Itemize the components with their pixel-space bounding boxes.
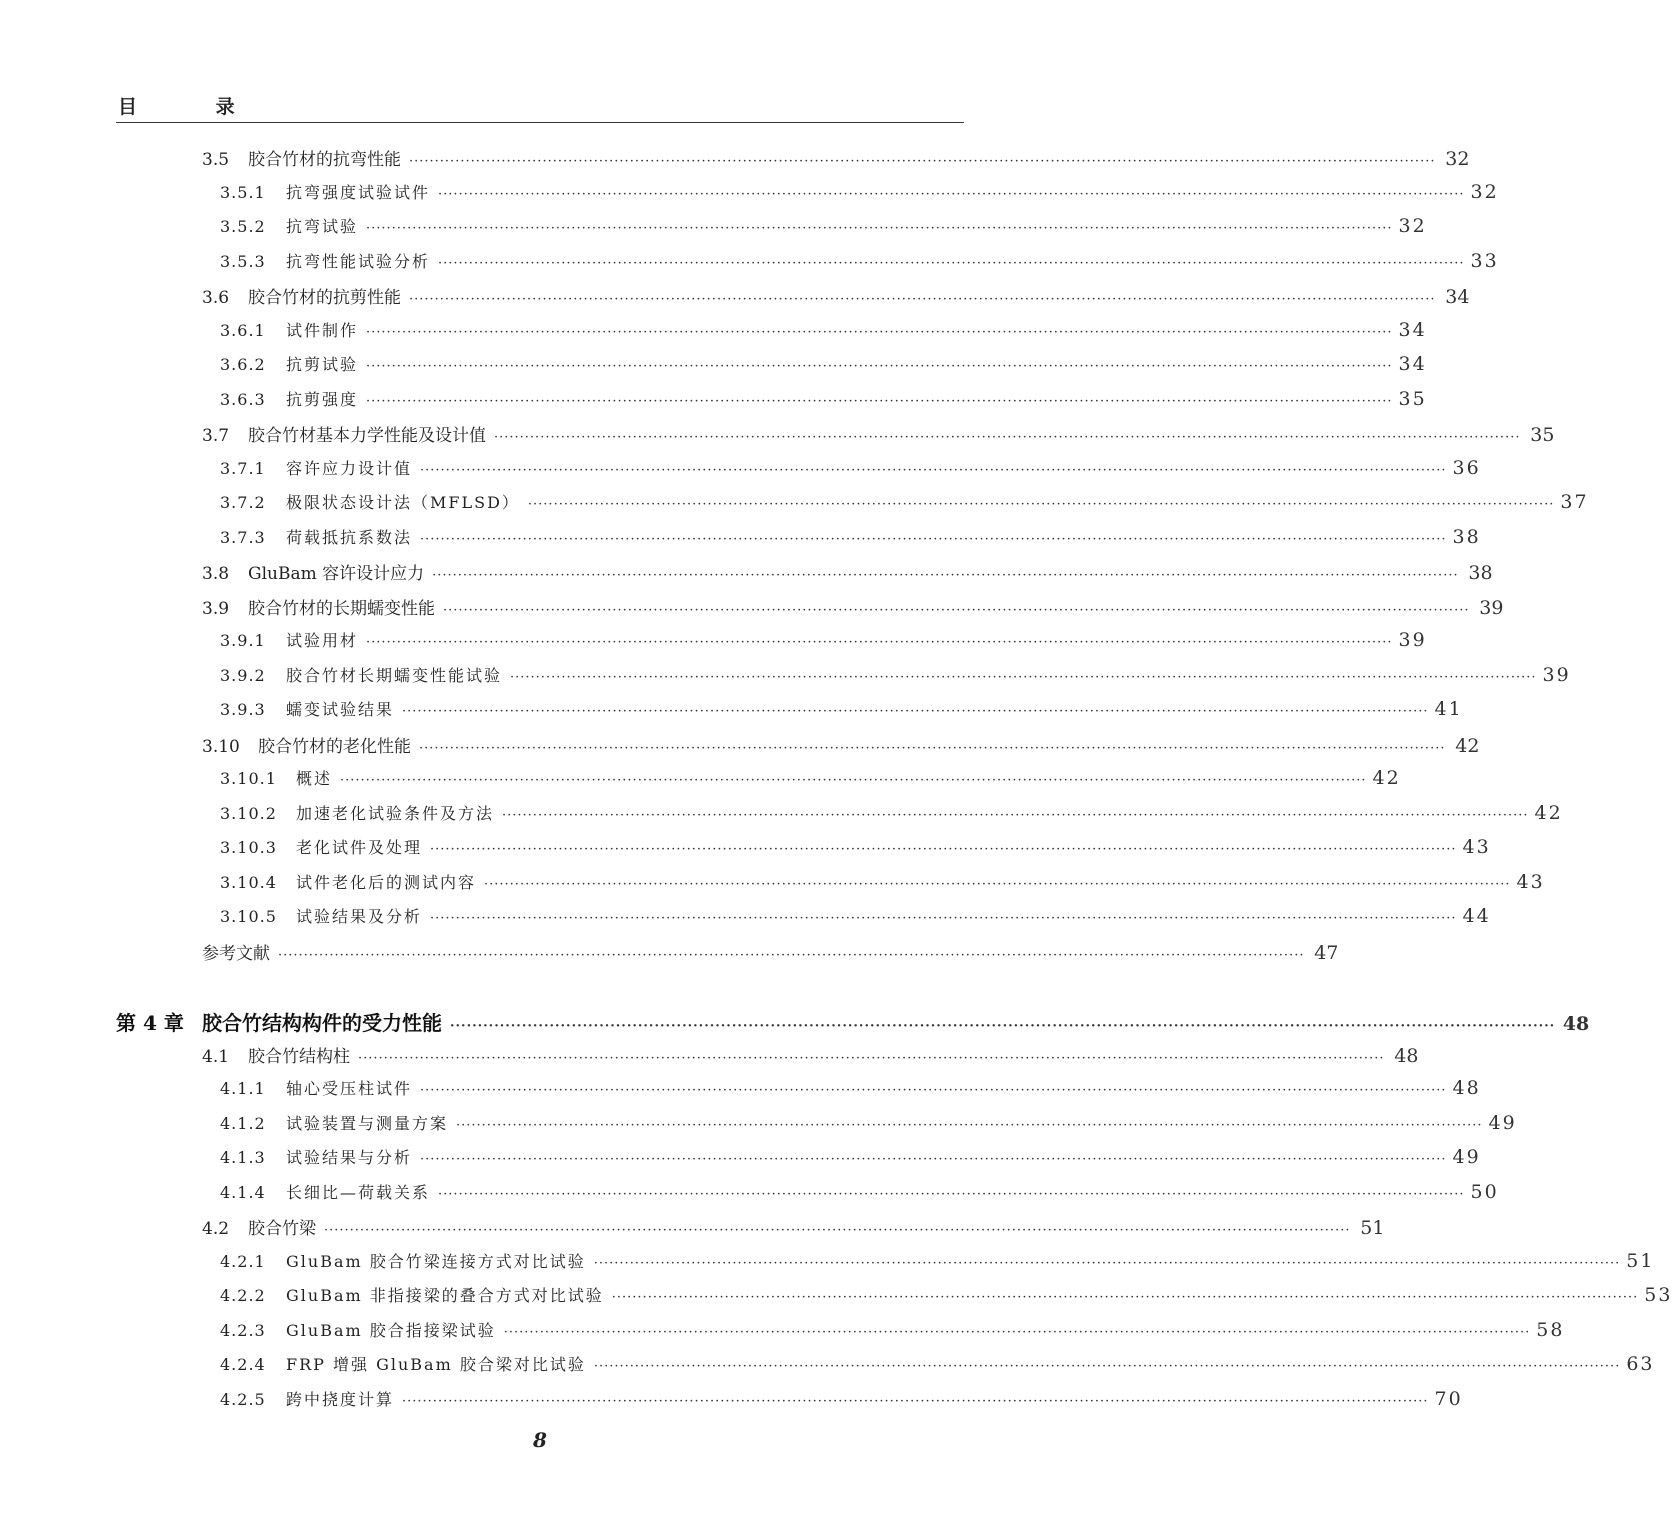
toc-entry-page: 48 — [1394, 1044, 1419, 1067]
toc-entry-page: 51 — [1626, 1249, 1655, 1272]
running-header — [116, 92, 964, 123]
dot-leader: ········································································································································································································ — [402, 704, 1429, 719]
dot-leader: ········································································································································································································ — [503, 1324, 1531, 1340]
toc-entry-page: 36 — [1452, 456, 1481, 479]
dot-leader: ········································································································································································································ — [494, 430, 1521, 445]
toc-entry-number: 3.10.4 — [220, 872, 277, 892]
toc-entry-page: 35 — [1530, 424, 1555, 446]
dot-leader: ········································································································································································································ — [358, 1050, 1385, 1066]
dot-leader: ········································································································································································································ — [366, 324, 1393, 340]
dot-leader: ········································································································································································································ — [611, 1290, 1639, 1305]
toc-entry-number: 3.7.3 — [220, 527, 266, 547]
toc-entry[interactable] — [202, 421, 1555, 451]
toc-entry-page: 48 — [1562, 1013, 1590, 1035]
toc-entry-title: 胶合竹材的老化性能 — [258, 736, 411, 757]
dot-leader: ········································································································································································································ — [366, 635, 1393, 650]
dot-leader: ········································································································································································································ — [419, 740, 1446, 756]
dot-leader: ········································································································································································································ — [593, 1255, 1621, 1271]
toc-entry-number: 4.2.4 — [220, 1355, 266, 1374]
toc-entry[interactable] — [220, 870, 1545, 900]
toc-entry[interactable] — [220, 1180, 1499, 1210]
page-number: 8 — [533, 1428, 547, 1452]
toc-entry[interactable] — [220, 387, 1427, 417]
toc-entry-number: 4.2.2 — [220, 1286, 266, 1305]
toc-entry-title: FRP 增强 GluBam 胶合梁对比试验 — [286, 1355, 586, 1374]
toc-entry-number: 4.1.1 — [220, 1079, 266, 1098]
toc-entry[interactable] — [220, 628, 1427, 658]
toc-entry-page: 44 — [1462, 905, 1491, 927]
toc-entry-page: 41 — [1434, 698, 1463, 720]
toc-entry[interactable] — [220, 801, 1563, 831]
toc-entry-number: 3.10.1 — [220, 769, 277, 788]
toc-entry[interactable] — [220, 1387, 1463, 1417]
toc-entry-title: 轴心受压柱试件 — [286, 1079, 413, 1098]
dot-leader: ········································································································································································································ — [430, 842, 1457, 857]
toc-entry-title: 试件老化后的测试内容 — [296, 872, 477, 892]
toc-entry-page: 50 — [1470, 1180, 1499, 1203]
toc-entry[interactable] — [220, 1283, 1672, 1313]
toc-entry-title: 胶合竹材的抗弯性能 — [248, 150, 401, 170]
toc-entry[interactable] — [220, 697, 1463, 727]
toc-entry-title: 胶合竹材基本力学性能及设计值 — [248, 426, 486, 446]
toc-entry-title: 试件制作 — [286, 320, 359, 340]
toc-entry-page: 39 — [1542, 663, 1571, 686]
toc-entry-number: 3.7.1 — [220, 458, 266, 478]
toc-entry[interactable] — [202, 594, 1504, 624]
toc-entry[interactable] — [220, 1076, 1481, 1106]
dot-leader: ········································································································································································································ — [340, 773, 1367, 788]
toc-entry-number: 4.2.1 — [220, 1251, 266, 1271]
toc-entry[interactable] — [202, 145, 1470, 175]
toc-entry-page: 32 — [1398, 215, 1427, 237]
toc-entry-number: 4.2.3 — [220, 1320, 266, 1340]
toc-entry-number: 4.2 — [202, 1219, 230, 1239]
toc-entry-title: 抗弯强度试验试件 — [286, 182, 431, 202]
toc-entry-number: 3.10.3 — [220, 838, 277, 857]
toc-entry-title: 胶合竹材的长期蠕变性能 — [248, 598, 435, 619]
header-title: 目 录 — [118, 96, 271, 118]
dot-leader: ········································································································································································································ — [432, 568, 1459, 583]
toc-entry[interactable] — [202, 732, 1480, 762]
toc-entry-number: 3.5.1 — [220, 182, 266, 202]
toc-entry-number: 4.1.4 — [220, 1182, 266, 1202]
toc-entry-title: 抗剪强度 — [286, 389, 359, 409]
dot-leader: ········································································································································································································ — [502, 807, 1529, 823]
toc-entry-number: 3.6.1 — [220, 320, 266, 340]
toc-entry-page: 51 — [1360, 1217, 1385, 1239]
toc-entry-title: 试验装置与测量方案 — [286, 1113, 449, 1133]
toc-entry-title: 荷载抵抗系数法 — [286, 527, 413, 547]
toc-entry[interactable] — [220, 663, 1571, 693]
toc-entry[interactable] — [220, 490, 1589, 520]
toc-entry-title: 概述 — [296, 769, 333, 788]
toc-entry-page: 34 — [1398, 318, 1427, 341]
toc-entry-number: 4.1.2 — [220, 1113, 266, 1133]
toc-entry-title: 容许应力设计值 — [286, 458, 413, 478]
dot-leader: ········································································································································································································ — [366, 393, 1393, 409]
toc-entry-page: 58 — [1536, 1318, 1565, 1341]
dot-leader: ········································································································································································································ — [443, 602, 1470, 618]
toc-entry-number: 3.8 — [202, 564, 230, 584]
toc-entry-number: 3.5.2 — [220, 217, 266, 236]
toc-entry-title: 试验结果与分析 — [286, 1148, 413, 1167]
toc-entry-number: 3.10 — [202, 736, 240, 757]
toc-entry[interactable] — [220, 525, 1481, 555]
toc-entry-page: 49 — [1452, 1146, 1481, 1168]
toc-entry-number: 第 4 章 — [116, 1011, 184, 1035]
toc-entry-title: 加速老化试验条件及方法 — [296, 803, 495, 823]
toc-entry[interactable] — [220, 1111, 1517, 1141]
toc-entry-page: 35 — [1398, 387, 1427, 410]
toc-entry-page: 39 — [1479, 596, 1504, 619]
toc-entry-page: 43 — [1516, 870, 1545, 893]
toc-entry-number: 3.6.3 — [220, 389, 266, 409]
dot-leader: ········································································································································································································ — [324, 1223, 1351, 1238]
dot-leader: ········································································································································································································ — [420, 1152, 1447, 1167]
toc-entry[interactable] — [202, 1214, 1385, 1244]
toc-entry-title: 老化试件及处理 — [296, 838, 423, 857]
toc-entry[interactable] — [202, 283, 1470, 313]
toc-entry-number: 4.1 — [202, 1046, 230, 1067]
toc-entry-page: 42 — [1372, 767, 1401, 789]
dot-leader: ········································································································································································································ — [420, 462, 1447, 478]
toc-entry-title: 蠕变试验结果 — [286, 700, 395, 719]
dot-leader: ········································································································································································································ — [450, 1019, 1556, 1034]
dot-leader: ········································································································································································································ — [456, 1117, 1483, 1133]
dot-leader: ········································································································································································································ — [420, 531, 1447, 547]
toc-entry-page: 48 — [1452, 1077, 1481, 1099]
toc-entry[interactable] — [220, 1249, 1655, 1279]
toc-entry-title: 抗弯性能试验分析 — [286, 251, 431, 271]
toc-entry-title: 胶合竹材长期蠕变性能试验 — [286, 665, 503, 685]
toc-entry-title: 试验结果及分析 — [296, 907, 423, 926]
toc-entry-page: 38 — [1468, 562, 1493, 584]
toc-entry-page: 34 — [1445, 286, 1470, 308]
toc-entry-page: 33 — [1470, 249, 1499, 272]
toc-entry[interactable] — [220, 766, 1401, 796]
toc-entry-page: 42 — [1534, 801, 1563, 824]
toc-entry-title: GluBam 非指接梁的叠合方式对比试验 — [286, 1286, 604, 1305]
toc-entry-title: 极限状态设计法（MFLSD） — [286, 493, 520, 512]
toc-entry-page: 47 — [1314, 941, 1339, 964]
toc-entry-page: 34 — [1398, 353, 1427, 375]
toc-entry-number: 3.7.2 — [220, 493, 266, 512]
toc-entry-number: 3.5.3 — [220, 251, 266, 271]
toc-entry-title: 胶合竹梁 — [248, 1219, 316, 1239]
toc-entry[interactable] — [220, 456, 1481, 486]
toc-entry-page: 53 — [1644, 1284, 1672, 1306]
dot-leader: ········································································································································································································ — [366, 221, 1393, 236]
dot-leader: ········································································································································································································ — [278, 947, 1305, 963]
toc-entry-number: 3.5 — [202, 150, 230, 170]
toc-entry[interactable] — [220, 1352, 1655, 1382]
toc-entry-page: 49 — [1488, 1111, 1517, 1134]
dot-leader: ········································································································································································································ — [402, 1393, 1429, 1409]
toc-entry-title: 长细比—荷载关系 — [286, 1182, 431, 1202]
toc-entry-page: 32 — [1470, 180, 1499, 203]
toc-entry-number: 3.9 — [202, 598, 230, 619]
toc-entry-page: 42 — [1455, 734, 1480, 757]
toc-entry-number: 3.9.2 — [220, 665, 266, 685]
dot-leader: ········································································································································································································ — [438, 255, 1465, 271]
toc-entry-number: 3.9.3 — [220, 700, 266, 719]
toc-entry-title: GluBam 胶合指接梁试验 — [286, 1320, 496, 1340]
toc-entry[interactable] — [220, 318, 1427, 348]
toc-entry-title: 胶合竹结构构件的受力性能 — [202, 1011, 442, 1035]
dot-leader: ········································································································································································································ — [510, 669, 1537, 685]
toc-entry-page: 32 — [1445, 148, 1470, 170]
dot-leader: ········································································································································································································ — [430, 911, 1457, 926]
toc-chapter[interactable] — [116, 1007, 1590, 1037]
toc-entry[interactable] — [202, 1042, 1419, 1072]
toc-entry[interactable] — [202, 559, 1493, 589]
toc-entry-number: 3.10.5 — [220, 907, 277, 926]
toc-entry-title: 胶合竹结构柱 — [248, 1046, 350, 1067]
dot-leader: ········································································································································································································ — [366, 359, 1393, 374]
toc-entry-title: GluBam 胶合竹梁连接方式对比试验 — [286, 1251, 586, 1271]
toc-entry-title: 抗剪试验 — [286, 355, 359, 374]
toc-entry[interactable] — [220, 352, 1427, 382]
toc-entry-title: 胶合竹材的抗剪性能 — [248, 288, 401, 308]
toc-entry-page: 39 — [1398, 629, 1427, 651]
dot-leader: ········································································································································································································ — [484, 876, 1511, 892]
dot-leader: ········································································································································································································ — [527, 497, 1555, 512]
toc-entry-page: 38 — [1452, 525, 1481, 548]
dot-leader: ········································································································································································································ — [420, 1083, 1447, 1098]
toc-entry-page: 37 — [1560, 491, 1589, 513]
toc-entry-title: 跨中挠度计算 — [286, 1389, 395, 1409]
toc-entry-title: GluBam 容许设计应力 — [248, 564, 425, 584]
dot-leader: ········································································································································································································ — [409, 292, 1436, 307]
toc-entry-number: 3.7 — [202, 426, 230, 446]
toc-entry[interactable] — [202, 939, 1339, 969]
toc-entry-page: 43 — [1462, 836, 1491, 858]
dot-leader: ········································································································································································································ — [438, 186, 1465, 202]
toc-entry[interactable] — [220, 180, 1499, 210]
toc-entry[interactable] — [220, 1318, 1565, 1348]
toc-entry-number: 3.10.2 — [220, 803, 277, 823]
toc-entry[interactable] — [220, 249, 1499, 279]
toc-entry-number: 4.2.5 — [220, 1389, 266, 1409]
toc-entry-title: 抗弯试验 — [286, 217, 359, 236]
toc-entry-number: 4.1.3 — [220, 1148, 266, 1167]
toc-entry[interactable] — [220, 904, 1491, 934]
toc-entry[interactable] — [220, 1145, 1481, 1175]
toc-entry-number: 3.9.1 — [220, 631, 266, 650]
toc-entry[interactable] — [220, 214, 1427, 244]
toc-entry-title: 试验用材 — [286, 631, 359, 650]
dot-leader: ········································································································································································································ — [438, 1186, 1465, 1202]
dot-leader: ········································································································································································································ — [409, 154, 1436, 169]
toc-entry-number: 3.6 — [202, 288, 230, 308]
toc-entry-number: 3.6.2 — [220, 355, 266, 374]
toc-entry-title: 参考文献 — [202, 943, 270, 964]
toc-entry[interactable] — [220, 835, 1491, 865]
dot-leader: ········································································································································································································ — [593, 1359, 1621, 1374]
toc-entry-page: 63 — [1626, 1353, 1655, 1375]
toc-entry-page: 70 — [1434, 1387, 1463, 1410]
